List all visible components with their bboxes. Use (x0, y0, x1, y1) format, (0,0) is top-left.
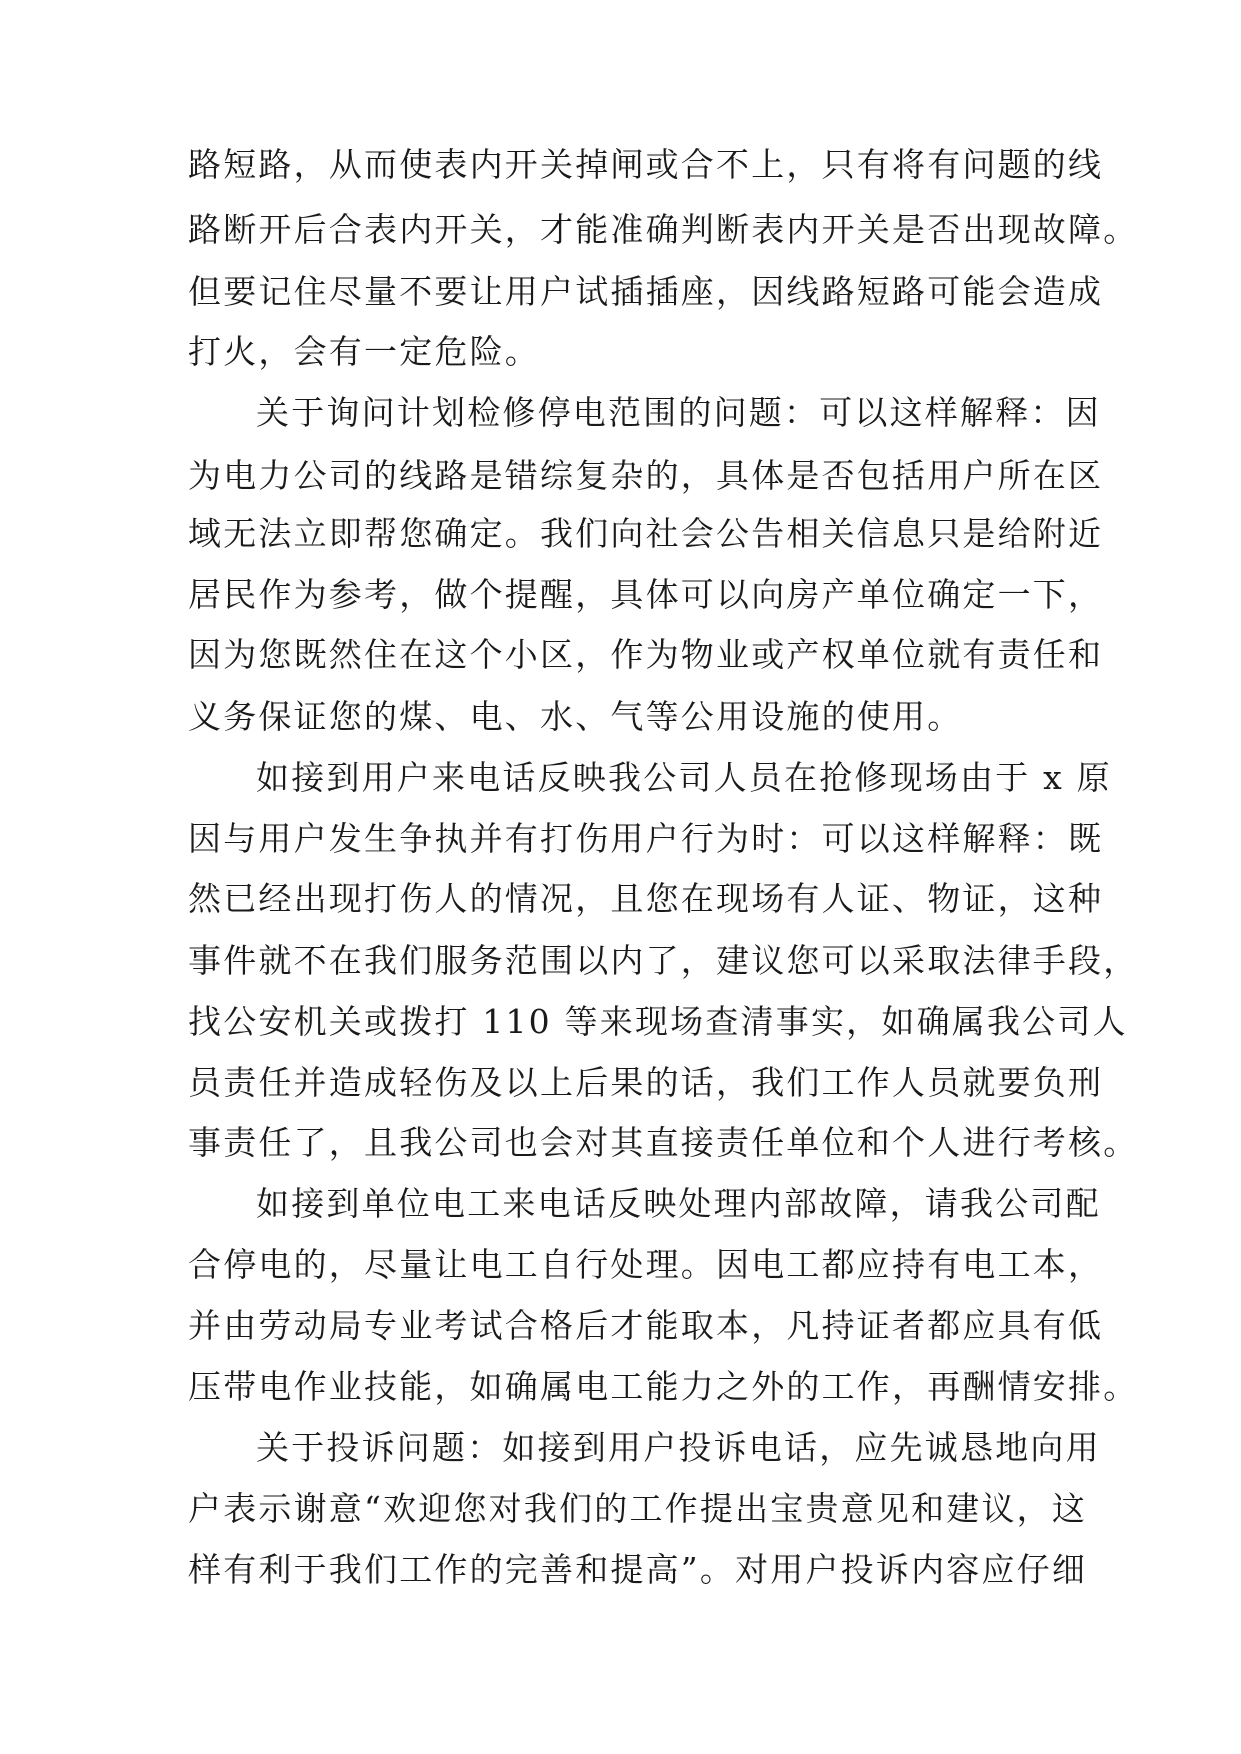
text-line: 事责任了，且我公司也会对其直接责任单位和个人进行考核。 (188, 1123, 1139, 1162)
text-line: 路断开后合表内开关，才能准确判断表内开关是否出现故障。 (188, 210, 1139, 249)
text-line: 合停电的，尽量让电工自行处理。因电工都应持有电工本， (188, 1245, 1104, 1284)
text-line: 路短路，从而使表内开关掉闸或合不上，只有将有问题的线 (188, 145, 1104, 184)
text-line: 但要记住尽量不要让用户试插插座，因线路短路可能会造成 (188, 272, 1104, 311)
text-line: 样有利于我们工作的完善和提高”。对用户投诉内容应仔细 (188, 1550, 1088, 1589)
paragraph-start-line: 如接到用户来电话反映我公司人员在抢修现场由于 x 原 (256, 758, 1112, 797)
text-line: 找公安机关或拨打 110 等来现场查清事实，如确属我公司人 (188, 1002, 1128, 1041)
text-line: 户表示谢意“欢迎您对我们的工作提出宝贵意见和建议，这 (188, 1489, 1088, 1528)
text-line: 因与用户发生争执并有打伤用户行为时：可以这样解释：既 (188, 819, 1104, 858)
text-line: 事件就不在我们服务范围以内了，建议您可以采取法律手段， (188, 941, 1139, 980)
paragraph-start-line: 如接到单位电工来电话反映处理内部故障，请我公司配 (256, 1184, 1101, 1223)
text-line: 然已经出现打伤人的情况，且您在现场有人证、物证，这种 (188, 879, 1104, 918)
text-line: 居民作为参考，做个提醒，具体可以向房产单位确定一下， (188, 575, 1104, 614)
text-line: 并由劳动局专业考试合格后才能取本，凡持证者都应具有低 (188, 1306, 1104, 1345)
text-line: 压带电作业技能，如确属电工能力之外的工作，再酬情安排。 (188, 1367, 1139, 1406)
text-line: 员责任并造成轻伤及以上后果的话，我们工作人员就要负刑 (188, 1063, 1104, 1102)
paragraph-start-line: 关于投诉问题：如接到用户投诉电话，应先诚恳地向用 (256, 1428, 1101, 1467)
paragraph-start-line: 关于询问计划检修停电范围的问题：可以这样解释：因 (256, 393, 1101, 432)
text-line: 域无法立即帮您确定。我们向社会公告相关信息只是给附近 (188, 514, 1104, 553)
text-line: 义务保证您的煤、电、水、气等公用设施的使用。 (188, 697, 963, 736)
text-line: 为电力公司的线路是错综复杂的，具体是否包括用户所在区 (188, 456, 1104, 495)
text-line: 打火，会有一定危险。 (188, 332, 540, 371)
text-line: 因为您既然住在这个小区，作为物业或产权单位就有责任和 (188, 635, 1104, 674)
